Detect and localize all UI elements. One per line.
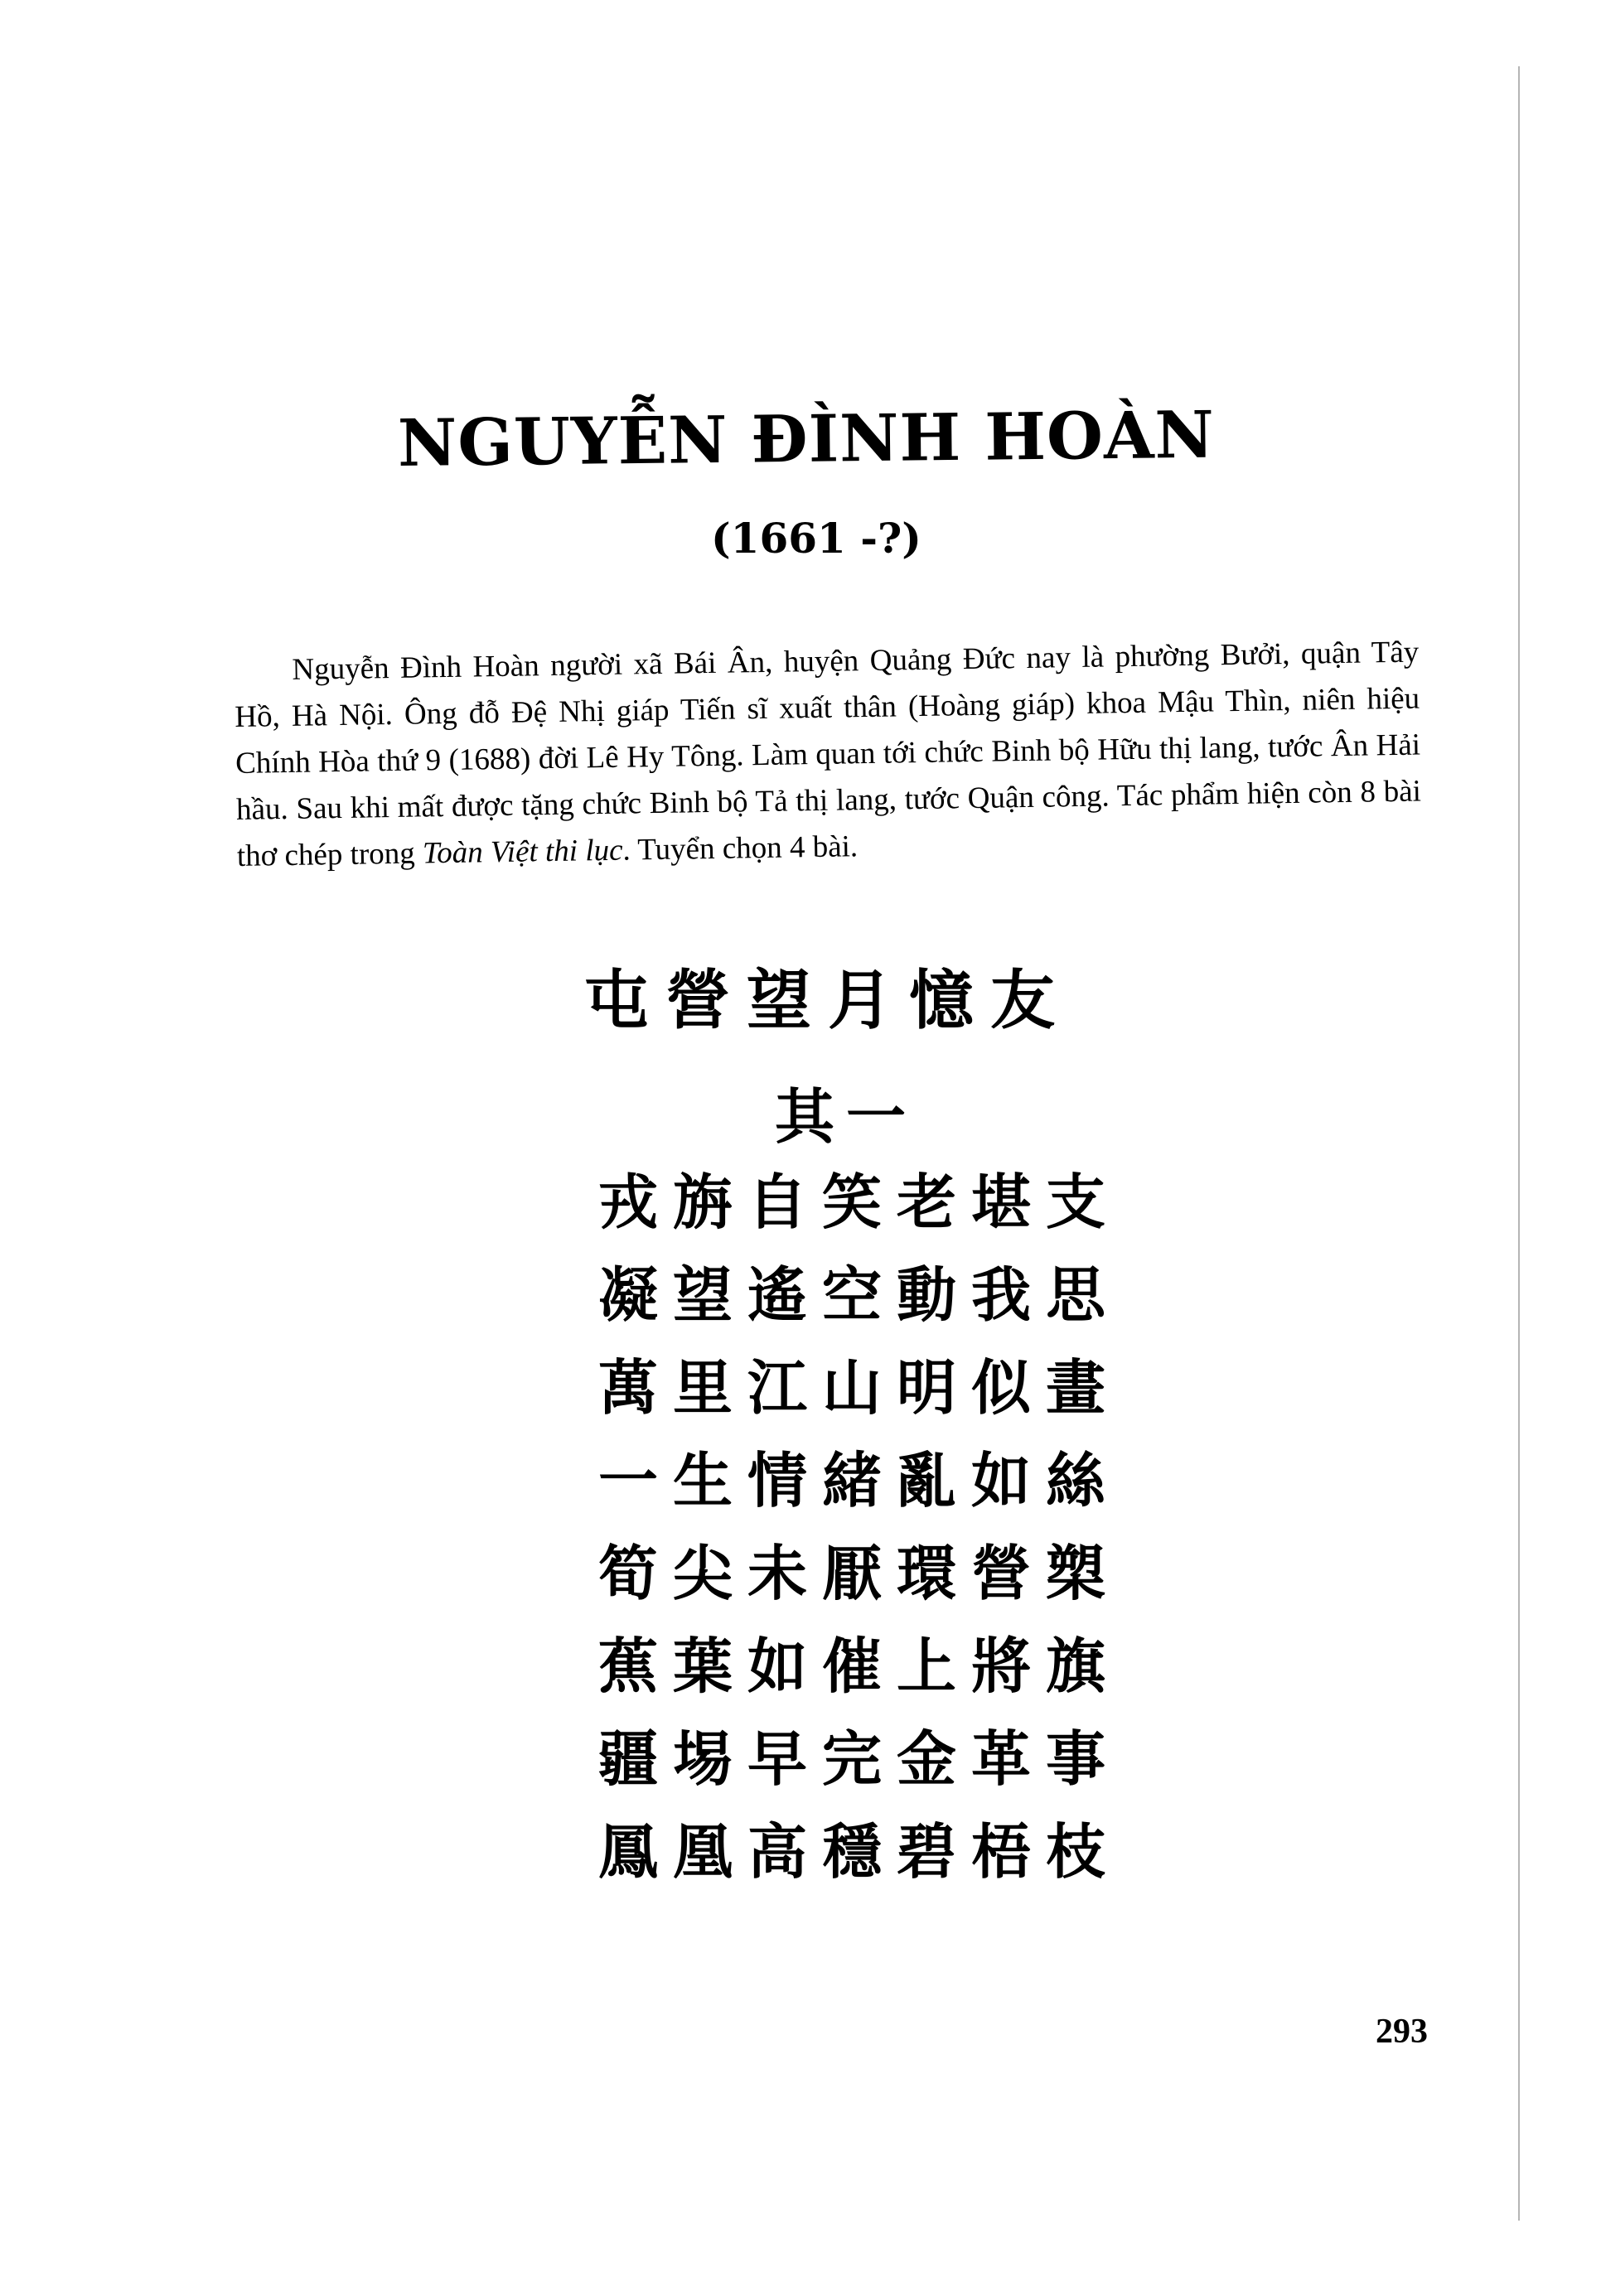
poem-subtitle: 其一 (775, 1081, 918, 1152)
source-title: Toàn Việt thi lục (422, 833, 623, 871)
poem-line: 凝望遙空動我思 (598, 1259, 1121, 1330)
page-edge-line (1518, 66, 1520, 2221)
poem-line: 一生情緒亂如絲 (598, 1445, 1121, 1515)
poem-line: 鳳凰高穩碧梧枝 (598, 1816, 1121, 1887)
biography-text-end: . Tuyển chọn 4 bài. (622, 829, 859, 868)
biography-text: Nguyễn Đình Hoàn người xã Bái Ân, huyện Quảng Đức nay là phường Bưởi, quận Tây Hồ, Hà Nội. Ông đỗ Đệ Nhị giáp Tiến sĩ xuất thân (Hoàng giáp) khoa Mậu Thìn, niên hiệu Chính Hòa thứ 9 (1688) đời Lê Hy Tông. Làm quan tới chức Binh bộ Hữu thị lang, tước Ân Hải hầu. Sau khi mất được tặng chức Binh bộ Tả thị lang, tước Quận công. Tác phẩm hiện còn 8 bài thơ chép trong (234, 635, 1422, 873)
poem-line: 筍尖未厭環營槊 (598, 1538, 1121, 1608)
author-biography (234, 630, 1422, 880)
page-number: 293 (1376, 2013, 1428, 2051)
poem-title: 屯營望月憶友 (584, 963, 1072, 1038)
poem-line: 萬里江山明似畫 (598, 1352, 1121, 1423)
author-name-heading: NGUYỄN ĐÌNH HOÀN (397, 397, 1216, 481)
poem-line: 戎旃自笑老堪支 (598, 1167, 1121, 1237)
poem-line: 疆埸早完金革事 (598, 1723, 1121, 1794)
poem-body (598, 1156, 1120, 1898)
author-years: (1661 -?) (711, 514, 921, 563)
poem-line: 蕉葉如催上將旗 (598, 1631, 1121, 1701)
